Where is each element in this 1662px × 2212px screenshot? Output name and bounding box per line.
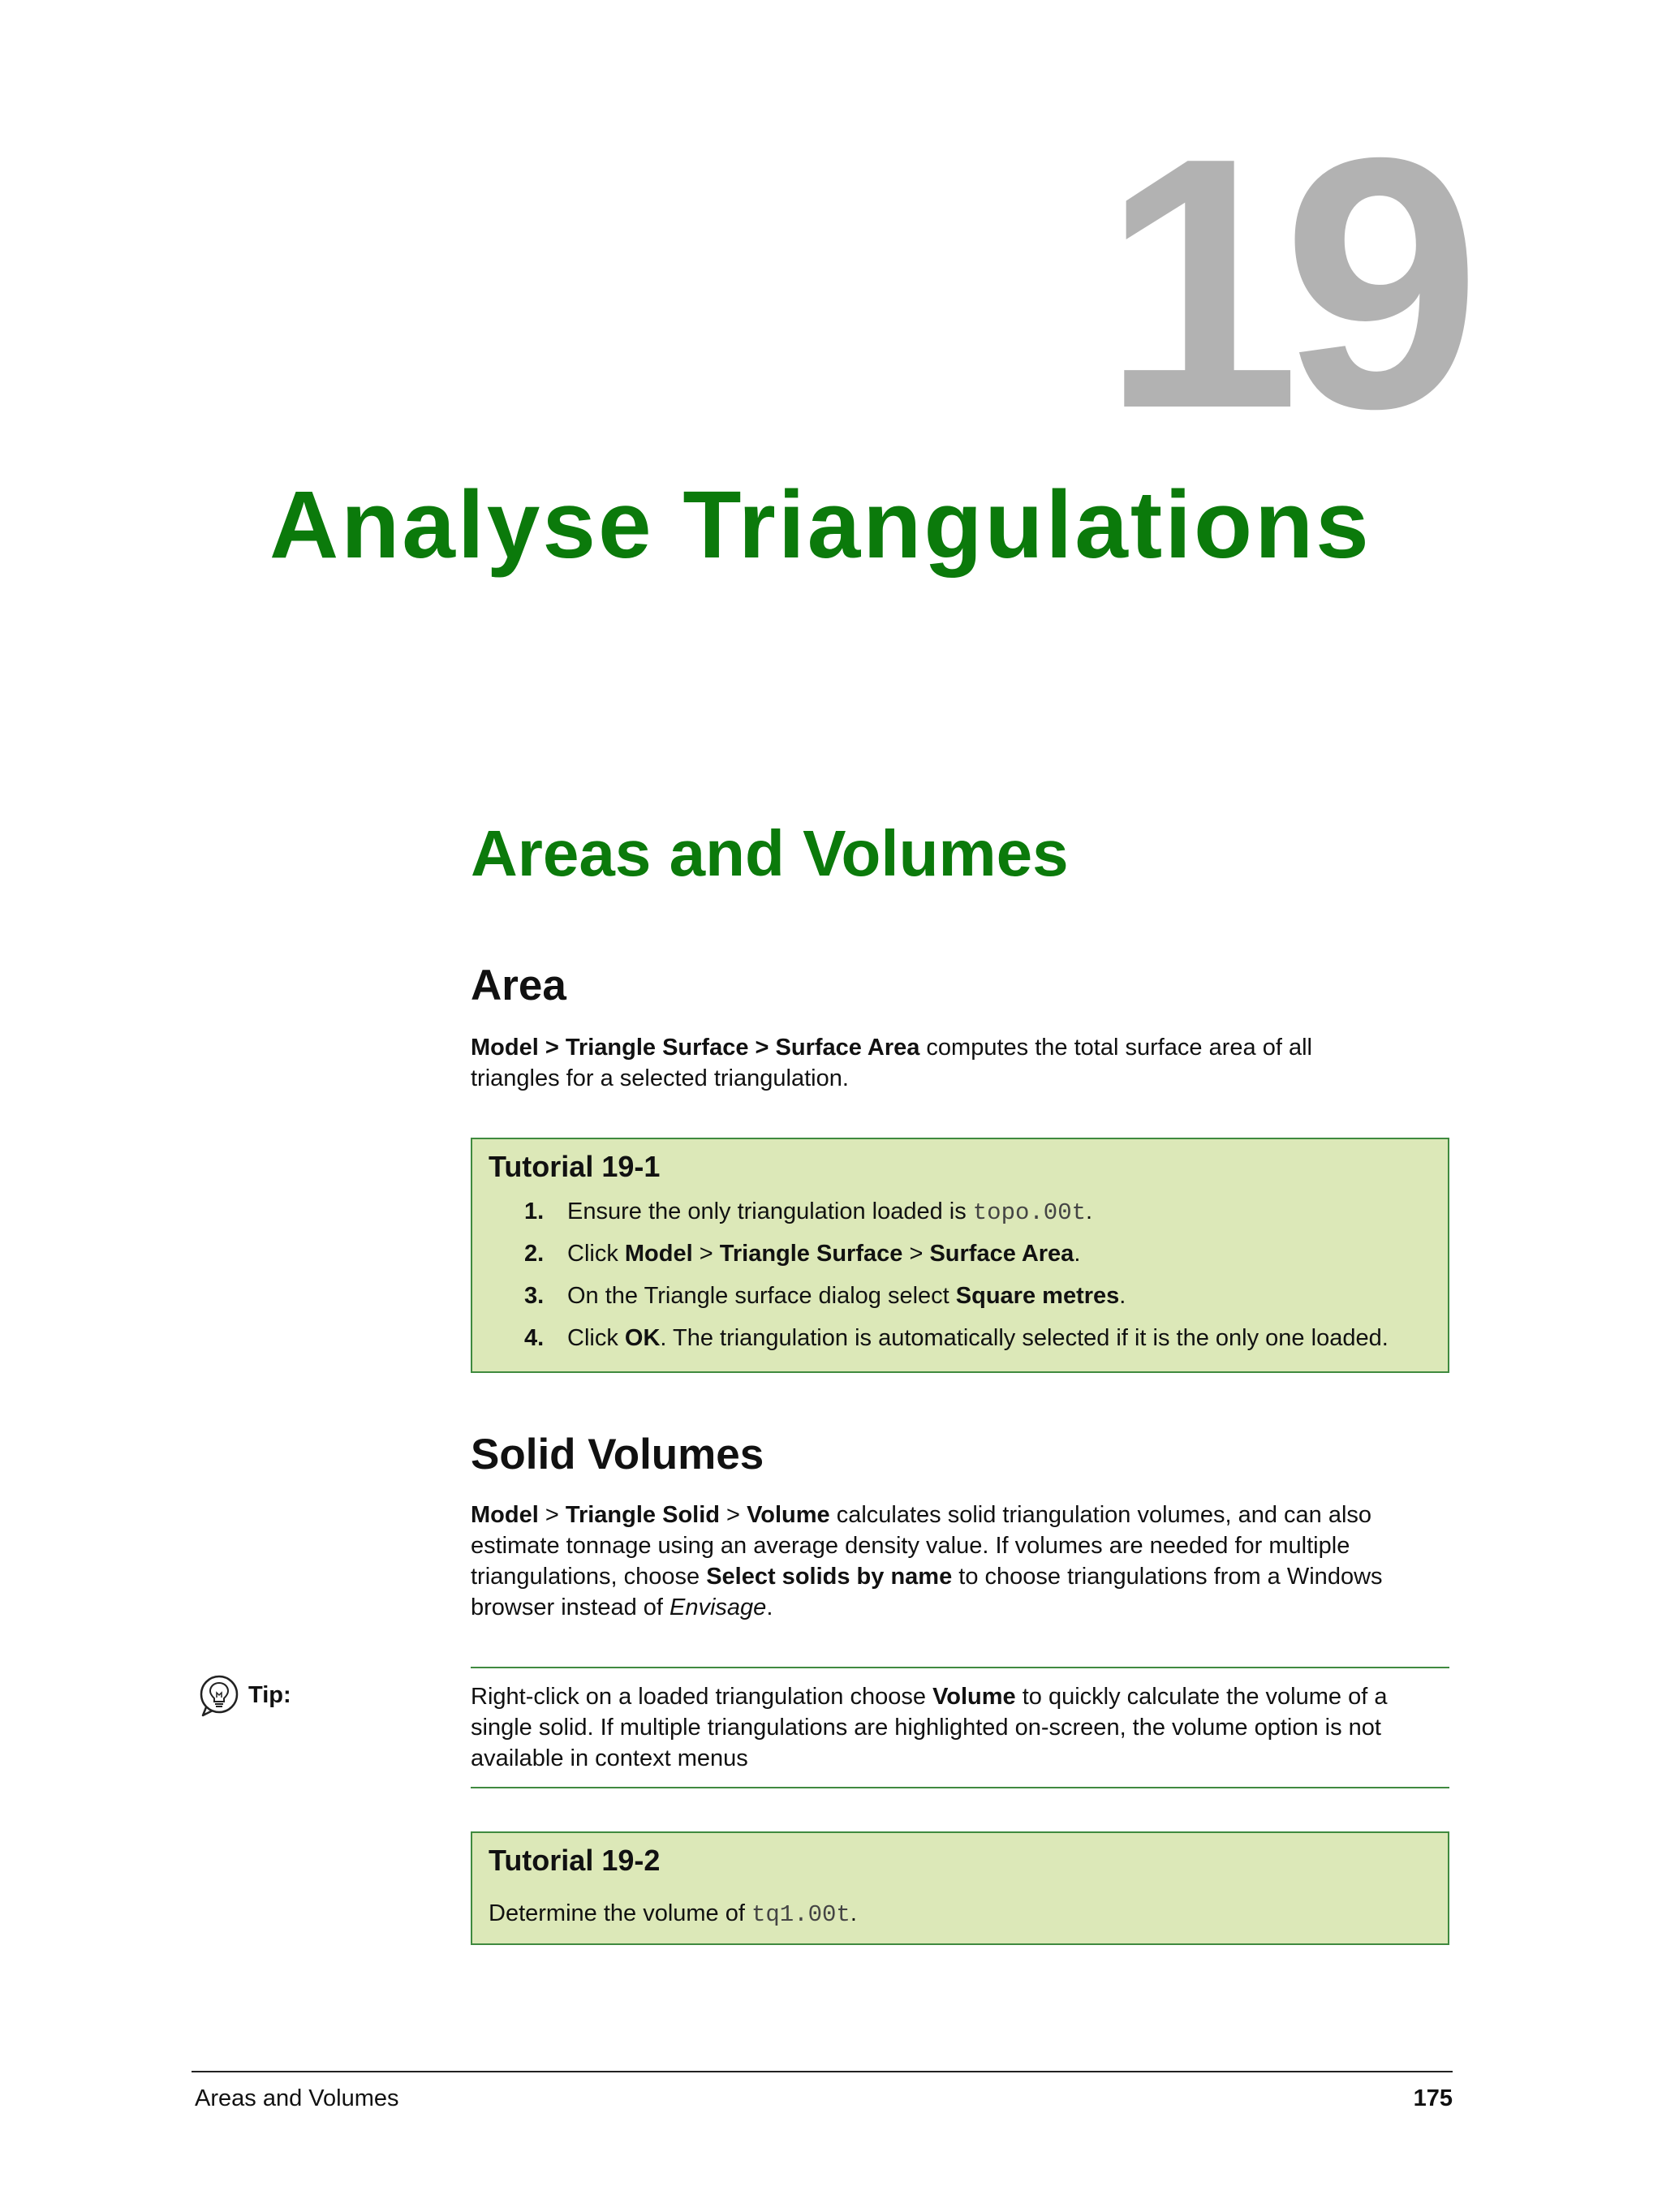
menu-model: Model xyxy=(471,1502,539,1528)
text-part: . xyxy=(766,1594,773,1620)
text-part: > xyxy=(720,1502,747,1528)
menu-surface-area: Surface Area xyxy=(929,1241,1074,1267)
tutorial-step xyxy=(472,1238,1448,1280)
menu-volume: Volume xyxy=(747,1502,830,1528)
menu-triangle-solid: Triangle Solid xyxy=(565,1502,720,1528)
step-number: 1. xyxy=(524,1199,545,1224)
step-text xyxy=(567,1280,1427,1311)
area-menu-path: Model > Triangle Surface > Surface Area xyxy=(471,1035,920,1061)
lightbulb-icon xyxy=(198,1673,243,1719)
chapter-title: Analyse Triangulations xyxy=(269,471,1371,579)
area-paragraph-text: computes the total surface area of all triangles for a selected triangulation. xyxy=(471,1035,1312,1091)
text-part: calculates solid triangulation volumes, and can also estimate tonnage using an average density value. If volumes are needed for multiple triangulations, choose xyxy=(471,1502,1372,1590)
tutorial-step xyxy=(472,1280,1448,1323)
ok-label: OK xyxy=(624,1325,661,1351)
text-part: > xyxy=(538,1502,566,1528)
step-text xyxy=(567,1238,1427,1269)
step-text-part: Click xyxy=(567,1241,625,1267)
option-select-solids-by-name: Select solids by name xyxy=(706,1564,953,1590)
step-text-part: . xyxy=(1074,1241,1081,1267)
envisage-name: Envisage xyxy=(670,1594,767,1620)
step-text xyxy=(567,1196,1427,1229)
tutorial-box-1 xyxy=(471,1138,1449,1373)
tip-rule-bottom xyxy=(471,1787,1449,1788)
step-text-part: . The triangulation is automatically selected if it is the only one loaded. xyxy=(660,1325,1389,1351)
tutorial-box-2 xyxy=(471,1831,1449,1945)
tutorial-1-title: Tutorial 19-1 xyxy=(489,1150,661,1183)
step-text-part: > xyxy=(692,1241,720,1267)
text-part: Determine the volume of xyxy=(489,1900,751,1926)
option-square-metres: Square metres xyxy=(955,1283,1120,1309)
tutorial-step xyxy=(472,1323,1448,1365)
tutorial-1-steps xyxy=(472,1196,1448,1365)
step-number: 4. xyxy=(524,1325,545,1351)
text-part: Right-click on a loaded triangulation choose xyxy=(471,1684,933,1710)
footer-section-name: Areas and Volumes xyxy=(195,2085,399,2111)
file-name: topo.00t xyxy=(972,1199,1087,1226)
text-part: to choose triangulations from a Windows browser instead of xyxy=(471,1564,1383,1620)
tutorial-2-title: Tutorial 19-2 xyxy=(489,1844,661,1877)
chapter-number: 19 xyxy=(1101,84,1463,483)
tutorial-step xyxy=(472,1196,1448,1238)
step-text-part: . xyxy=(1086,1199,1093,1224)
section-title: Areas and Volumes xyxy=(471,817,1069,889)
footer-rule xyxy=(192,2071,1453,2072)
step-text xyxy=(567,1323,1427,1353)
step-text-part: > xyxy=(902,1241,930,1267)
text-part: . xyxy=(850,1900,857,1926)
step-text-part: Ensure the only triangulation loaded is xyxy=(567,1199,973,1224)
file-name: tq1.00t xyxy=(751,1901,850,1928)
solid-volumes-paragraph xyxy=(471,1500,1445,1623)
solid-volumes-heading: Solid Volumes xyxy=(471,1431,764,1478)
step-number: 3. xyxy=(524,1283,545,1309)
page-number: 175 xyxy=(1413,2085,1453,2111)
text-part: to quickly calculate the volume of a single solid. If multiple triangulations are highlighted on-screen, the volume option is not available in context menus xyxy=(471,1684,1388,1771)
menu-model: Model xyxy=(624,1241,693,1267)
step-text-part: On the Triangle surface dialog select xyxy=(567,1283,956,1309)
step-number: 2. xyxy=(524,1241,545,1267)
menu-volume: Volume xyxy=(932,1684,1016,1710)
tip-label: Tip: xyxy=(248,1682,291,1708)
step-text-part: . xyxy=(1119,1283,1126,1309)
area-paragraph xyxy=(471,1032,1388,1094)
area-heading: Area xyxy=(471,962,566,1009)
tip-text xyxy=(471,1681,1445,1774)
menu-triangle-surface: Triangle Surface xyxy=(719,1241,903,1267)
step-text-part: Click xyxy=(567,1325,625,1351)
tutorial-2-text xyxy=(489,1898,857,1930)
tip-rule-top xyxy=(471,1667,1449,1668)
